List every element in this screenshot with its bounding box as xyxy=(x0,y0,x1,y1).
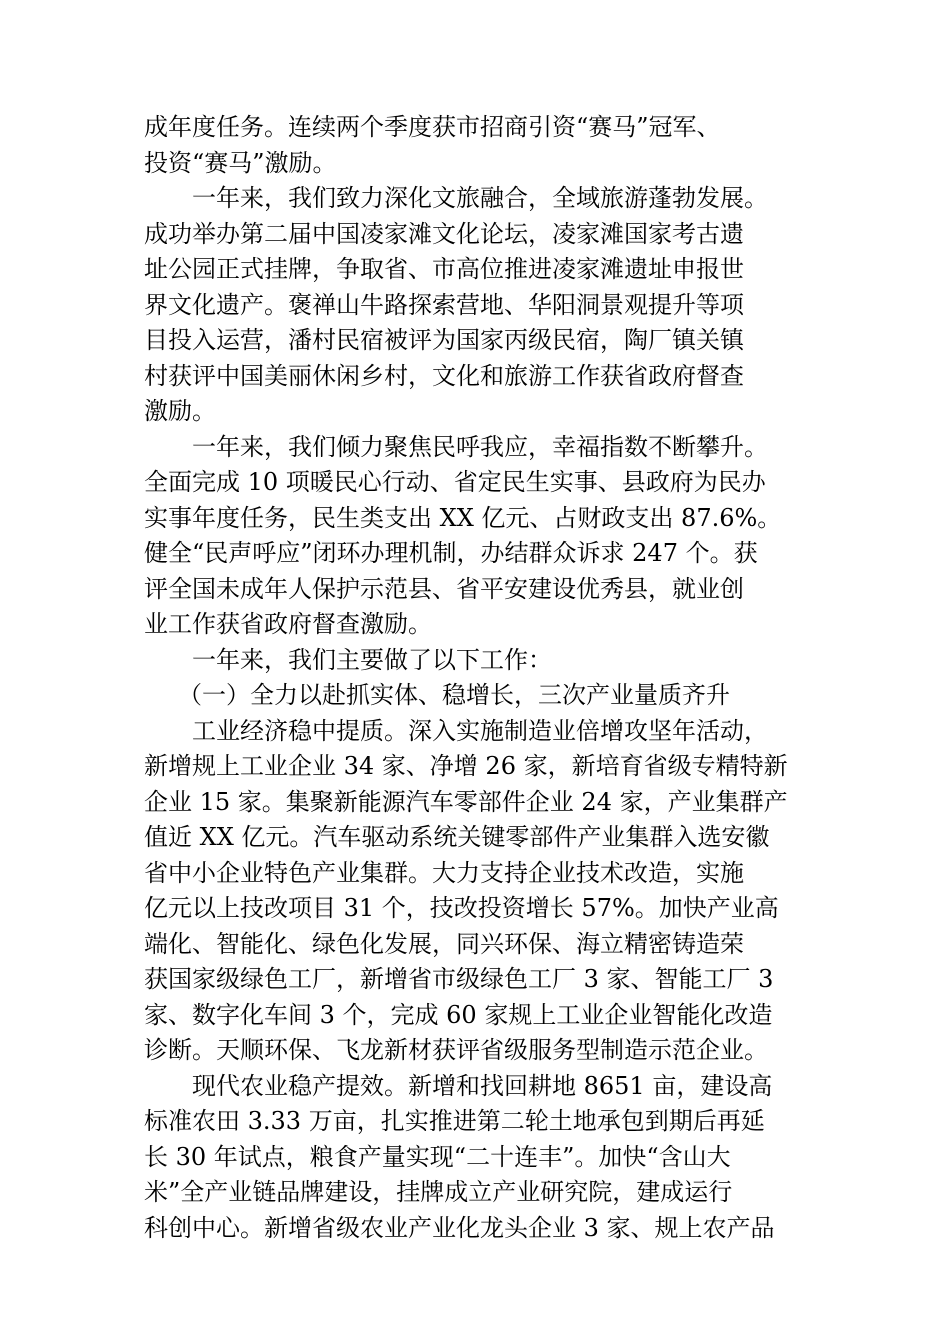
text-line: 获国家级绿色工厂，新增省市级绿色工厂 3 家、智能工厂 3 xyxy=(144,965,774,993)
text-line: 成功举办第二届中国凌家滩文化论坛，凌家滩国家考古遗 xyxy=(144,219,744,248)
paragraph-start-line: 工业经济稳中提质。深入实施制造业倍增攻坚年活动， xyxy=(192,716,768,745)
text-line: 值近 XX 亿元。汽车驱动系统关键零部件产业集群入选安徽 xyxy=(144,823,770,851)
text-line: 址公园正式挂牌，争取省、市高位推进凌家滩遗址申报世 xyxy=(144,255,744,283)
text-line: 米”全产业链品牌建设，挂牌成立产业研究院，建成运行 xyxy=(144,1178,733,1206)
paragraph-start-line: 一年来，我们倾力聚焦民呼我应，幸福指数不断攀升。 xyxy=(192,432,768,461)
paragraph-start-line: 现代农业稳产提效。新增和找回耕地 8651 亩，建设高 xyxy=(192,1071,773,1100)
text-line: 企业 15 家。集聚新能源汽车零部件企业 24 家，产业集群产 xyxy=(144,787,788,816)
text-line: 业工作获省政府督查激励。 xyxy=(144,610,432,638)
text-line: 新增规上工业企业 34 家、净增 26 家，新培育省级专精特新 xyxy=(144,752,788,780)
paragraph-start-line: 一年来，我们主要做了以下工作： xyxy=(192,645,552,674)
text-line: 评全国未成年人保护示范县、省平安建设优秀县，就业创 xyxy=(144,574,744,603)
text-line: 省中小企业特色产业集群。大力支持企业技术改造，实施 xyxy=(144,858,744,887)
text-line: 家、数字化车间 3 个，完成 60 家规上工业企业智能化改造 xyxy=(144,1000,773,1029)
text-line: 界文化遗产。褒禅山牛路探索营地、华阳洞景观提升等项 xyxy=(144,290,744,319)
document-body xyxy=(144,110,820,1246)
text-line: 实事年度任务，民生类支出 XX 亿元、占财政支出 87.6%。 xyxy=(144,503,782,532)
text-line: 健全“民声呼应”闭环办理机制，办结群众诉求 247 个。获 xyxy=(144,539,758,567)
section-heading: （一）全力以赴抓实体、稳增长，三次产业量质齐升 xyxy=(178,681,730,709)
text-line: 全面完成 10 项暖民心行动、省定民生实事、县政府为民办 xyxy=(144,468,766,496)
text-line: 亿元以上技改项目 31 个，技改投资增长 57%。加快产业高 xyxy=(144,894,779,922)
text-line: 端化、智能化、绿色化发展，同兴环保、海立精密铸造荣 xyxy=(144,929,744,958)
text-line: 科创中心。新增省级农业产业化龙头企业 3 家、规上农产品 xyxy=(144,1213,775,1242)
text-line: 标准农田 3.33 万亩，扎实推进第二轮土地承包到期后再延 xyxy=(144,1107,765,1135)
text-line: 目投入运营，潘村民宿被评为国家丙级民宿，陶厂镇关镇 xyxy=(144,326,744,354)
text-line: 投资“赛马”激励。 xyxy=(144,148,337,177)
text-line: 诊断。天顺环保、飞龙新材获评省级服务型制造示范企业。 xyxy=(144,1036,768,1064)
text-line: 成年度任务。连续两个季度获市招商引资“赛马”冠军、 xyxy=(144,113,721,141)
text-line: 激励。 xyxy=(144,397,216,425)
text-line: 长 30 年试点，粮食产量实现“二十连丰”。加快“含山大 xyxy=(144,1142,731,1171)
text-line: 村获评中国美丽休闲乡村，文化和旅游工作获省政府督查 xyxy=(144,361,744,390)
paragraph-start-line: 一年来，我们致力深化文旅融合，全域旅游蓬勃发展。 xyxy=(192,184,768,212)
